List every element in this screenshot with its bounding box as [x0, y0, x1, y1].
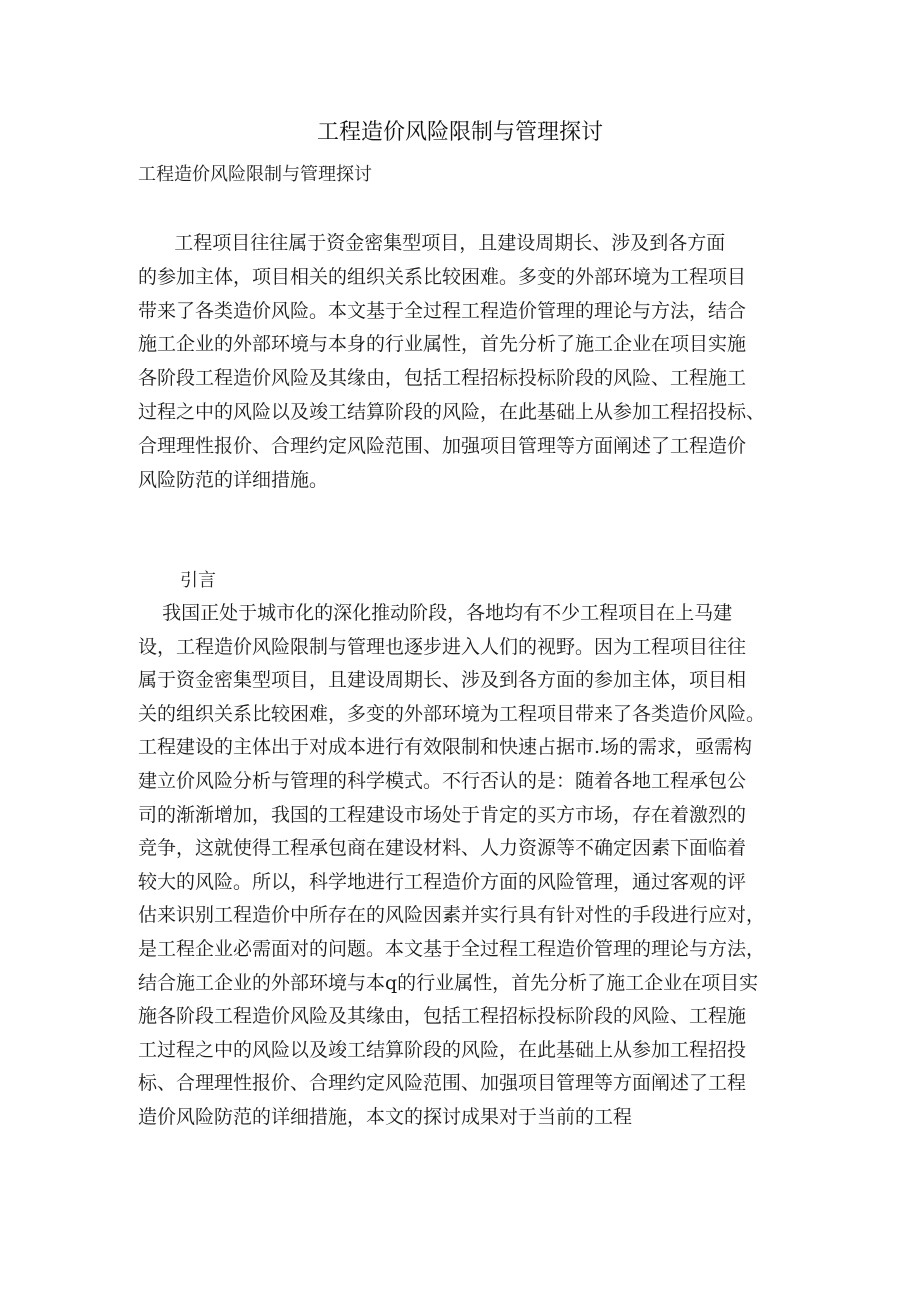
- body-line: 较大的风险。所以，科学地进行工程造价方面的风险管理，通过客观的评: [138, 870, 747, 893]
- abstract-line: 带来了各类造价风险。本文基于全过程工程造价管理的理论与方法，结合: [138, 299, 747, 322]
- body-line: 工过程之中的风险以及竣工结算阶段的风险，在此基础上从参加工程招投: [138, 1038, 747, 1061]
- body-line: 结合施工企业的外部环境与本q的行业属性，首先分析了施工企业在项目实: [138, 971, 759, 994]
- body-line: 我国正处于城市化的深化推动阶段，各地均有不少工程项目在上马建: [138, 602, 733, 624]
- body-paragraph: [138, 597, 794, 1135]
- document-title: 工程造价风险限制与管理探讨: [316, 120, 603, 145]
- abstract-paragraph: [138, 227, 794, 497]
- body-line: 设，工程造价风险限制与管理也逐步进入人们的视野。因为工程项目往往: [138, 635, 747, 658]
- body-line: 竞争，这就使得工程承包商在建设材料、人力资源等不确定因素下面临着: [138, 837, 747, 860]
- document-subtitle: 工程造价风险限制与管理探讨: [138, 164, 372, 185]
- body-line: 工程建设的主体出于对成本进行有效限制和快速占据市.场的需求，亟需构: [138, 736, 753, 759]
- abstract-line: 工程项目往往属于资金密集型项目，且建设周期长、涉及到各方面: [138, 232, 726, 254]
- body-line: 建立价风险分析与管理的科学模式。不行否认的是：随着各地工程承包公: [138, 769, 747, 792]
- body-line: 标、合理理性报价、合理约定风险范围、加强项目管理等方面阐述了工程: [138, 1072, 747, 1095]
- body-line: 估来识别工程造价中所存在的风险因素并实行具有针对性的手段进行应对，: [138, 904, 766, 927]
- body-line: 关的组织关系比较困难，多变的外部环境为工程项目带来了各类造价风险。: [138, 702, 766, 725]
- abstract-line: 施工企业的外部环境与本身的行业属性，首先分析了施工企业在项目实施: [138, 333, 747, 356]
- abstract-line: 合理理性报价、合理约定风险范围、加强项目管理等方面阐述了工程造价: [138, 434, 747, 457]
- body-line: 施各阶段工程造价风险及其缘由，包括工程招标投标阶段的风险、工程施: [138, 1005, 747, 1028]
- body-line: 是工程企业必需面对的问题。本文基于全过程工程造价管理的理论与方法，: [138, 937, 766, 960]
- body-line: 属于资金密集型项目，且建设周期长、涉及到各方面的参加主体，项目相: [138, 669, 747, 692]
- body-line: 造价风险防范的详细措施，本文的探讨成果对于当前的工程: [138, 1105, 633, 1128]
- abstract-line: 过程之中的风险以及竣工结算阶段的风险，在此基础上从参加工程招投标、: [138, 400, 766, 423]
- abstract-line: 各阶段工程造价风险及其缘由，包括工程招标投标阶段的风险、工程施工: [138, 367, 747, 390]
- body-line: 司的渐渐增加，我国的工程建设市场处于肯定的买方市场，存在着激烈的: [138, 803, 747, 826]
- abstract-line: 的参加主体，项目相关的组织关系比较困难。多变的外部环境为工程项目: [138, 265, 747, 288]
- abstract-line: 风险防范的详细措施。: [138, 468, 329, 491]
- section-heading: 引言: [180, 570, 216, 591]
